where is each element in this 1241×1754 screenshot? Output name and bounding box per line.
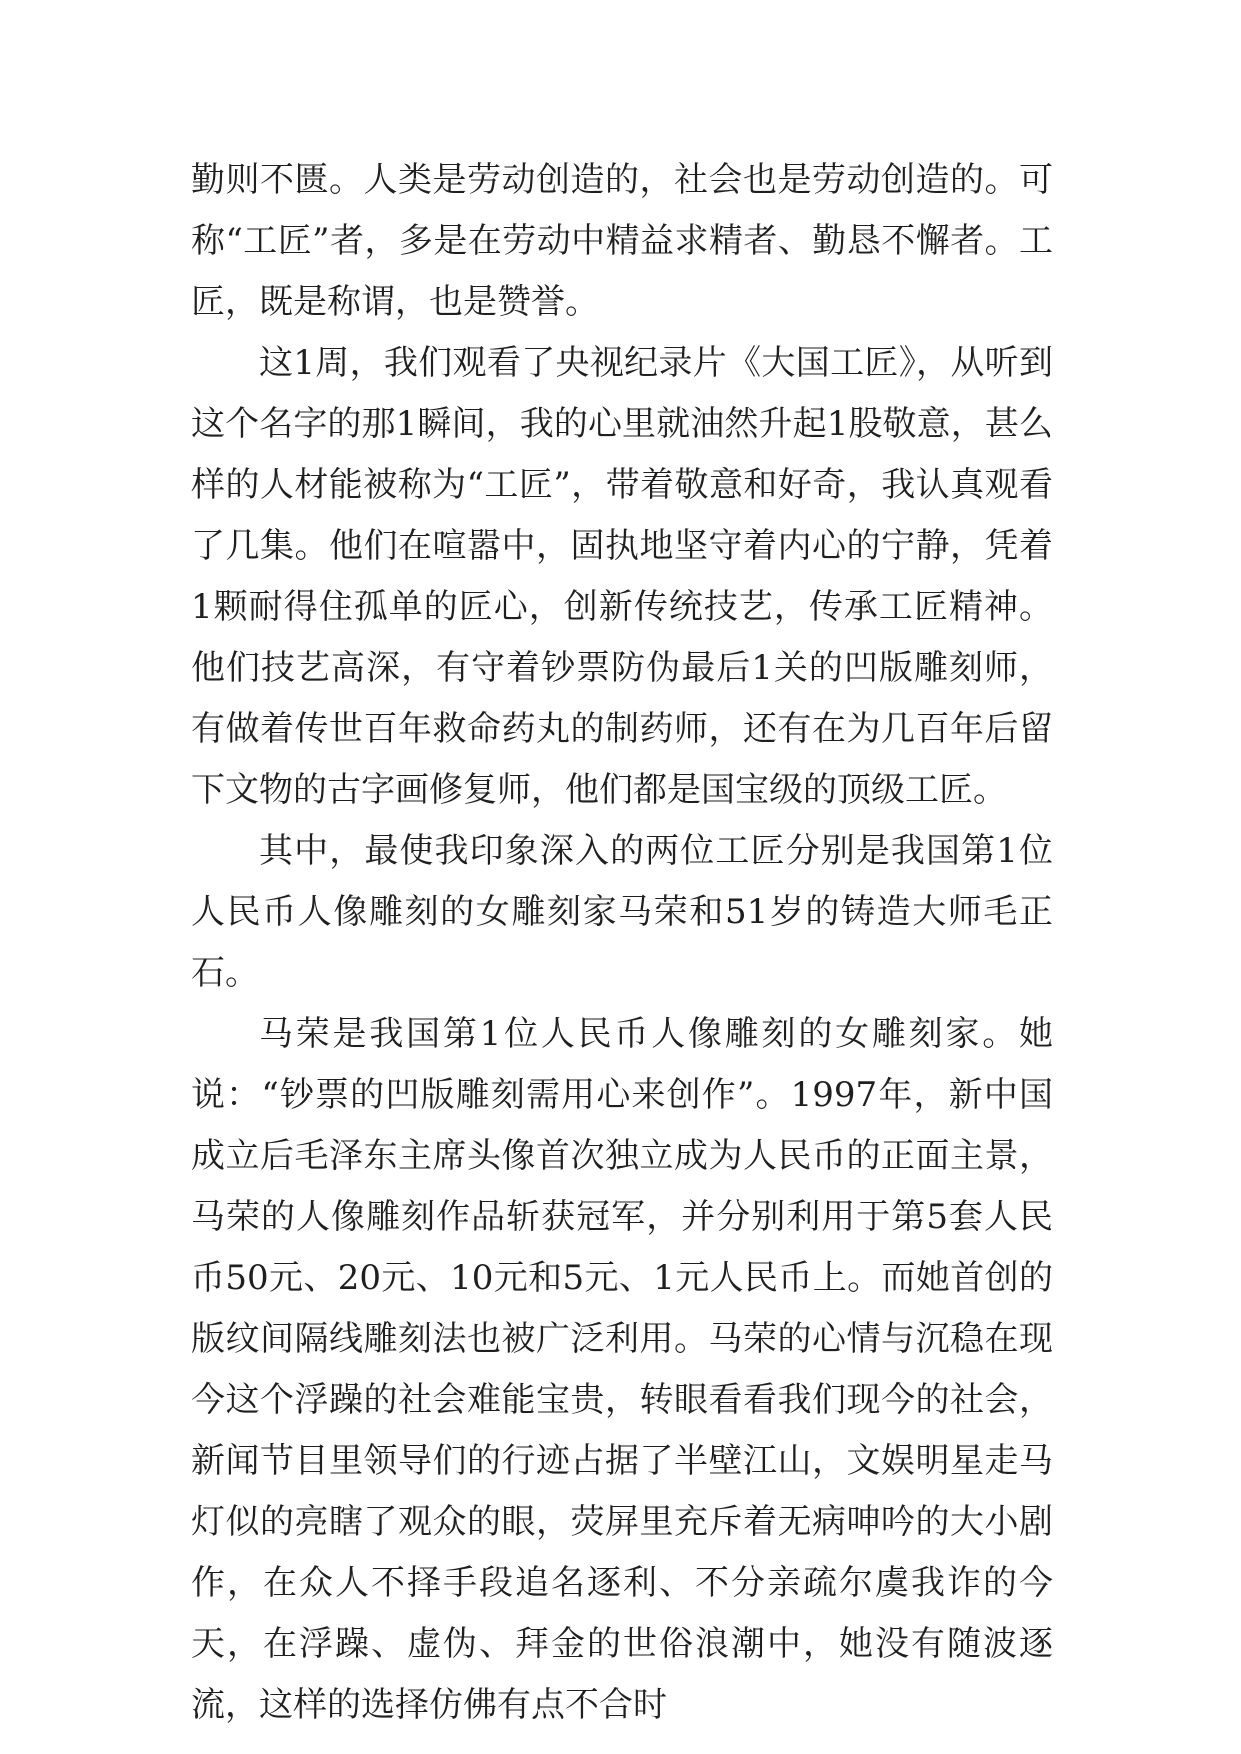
paragraph-4: 马荣是我国第1位人民币人像雕刻的女雕刻家。她说：“钞票的凹版雕刻需用心来创作”。1997年，新中国成立后毛泽东主席头像首次独立成为人民币的正面主景，马荣的人像雕刻作品斩获冠军，并分别利用于第5套人民币50元、20元、10元和5元、1元人民币上。而她首创的版纹间隔线雕刻法也被广泛利用。马荣的心情与沉稳在现今这个浮躁的社会难能宝贵，转眼看看我们现今的社会，新闻节目里领导们的行迹占据了半壁江山，文娱明星走马灯似的亮瞎了观众的眼，荧屏里充斥着无病呻吟的大小剧作，在众人不择手段追名逐利、不分亲疏尔虞我诈的今天，在浮躁、虚伪、拜金的世俗浪潮中，她没有随波逐流，这样的选择仿佛有点不合时 bbox=[191, 1014, 1053, 1725]
paragraph-1: 勤则不匮。人类是劳动创造的，社会也是劳动创造的。可称“工匠”者，多是在劳动中精益求精者、勤恳不懈者。工匠，既是称谓，也是赞誉。 bbox=[191, 160, 1053, 322]
paragraph-3: 其中，最使我印象深入的两位工匠分别是我国第1位人民币人像雕刻的女雕刻家马荣和51岁的铸造大师毛正石。 bbox=[191, 831, 1053, 993]
document-body bbox=[191, 150, 1053, 1736]
paragraph-2: 这1周，我们观看了央视纪录片《大国工匠》，从听到这个名字的那1瞬间，我的心里就油然升起1股敬意，甚么样的人材能被称为“工匠”，带着敬意和好奇，我认真观看了几集。他们在喧嚣中，固执地坚守着内心的宁静，凭着1颗耐得住孤单的匠心，创新传统技艺，传承工匠精神。他们技艺高深，有守着钞票防伪最后1关的凹版雕刻师，有做着传世百年救命药丸的制药师，还有在为几百年后留下文物的古字画修复师，他们都是国宝级的顶级工匠。 bbox=[191, 343, 1053, 810]
